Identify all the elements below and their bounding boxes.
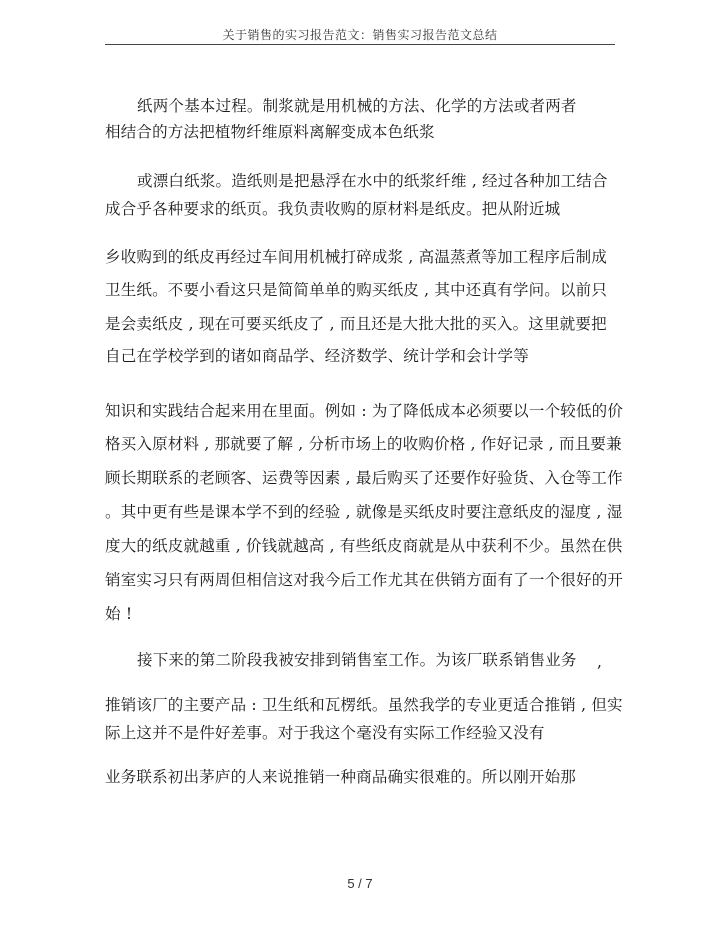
text-line-punctuation: , bbox=[597, 653, 603, 671]
text-line: 成合乎各种要求的纸页。我负责收购的原材料是纸皮。把从附近城 bbox=[105, 200, 561, 218]
text-line: 推销该厂的主要产品 : 卫生纸和瓦楞纸。虽然我学的专业更适合推销 , 但实 bbox=[105, 696, 623, 714]
text-line: 始 ! bbox=[105, 605, 133, 623]
page-header-title: 关于销售的实习报告范文：销售实习报告范文总结 bbox=[222, 28, 498, 42]
text-line: 知识和实践结合起来用在里面。例如 : 为了降低成本必须要以一个较低的价 bbox=[105, 402, 624, 420]
text-line: 自己在学校学到的诸如商品学、经济数学、统计学和会计学等 bbox=[105, 347, 529, 365]
text-line: 是会卖纸皮 , 现在可要买纸皮了 , 而且还是大批大批的买入。这里就要把 bbox=[105, 315, 607, 333]
text-line: 格买入原材料 , 那就要了解 , 分析市场上的收购价格 , 作好记录 , 而且要兼 bbox=[105, 435, 622, 453]
text-line: 或漂白纸浆。造纸则是把悬浮在水中的纸浆纤维 , 经过各种加工结合 bbox=[137, 172, 608, 190]
text-line: 销室实习只有两周但相信这对我今后工作尤其在供销方面有了一个很好的开 bbox=[105, 571, 624, 589]
text-line: 业务联系初出茅庐的人来说推销一种商品确实很难的。所以刚开始那 bbox=[105, 768, 577, 786]
page-number: 5 / 7 bbox=[347, 876, 373, 891]
text-line: 际上这并不是件好差事。对于我这个毫没有实际工作经验又没有 bbox=[105, 724, 545, 742]
text-line: 顾长期联系的老顾客、运费等因素 , 最后购买了还要作好验货、入仓等工作 bbox=[105, 469, 623, 487]
text-line: 度大的纸皮就越重 , 价钱就越高 , 有些纸皮商就是从中获利不少。虽然在供 bbox=[105, 537, 623, 555]
text-line: 乡收购到的纸皮再经过车间用机械打碎成浆 , 高温蒸煮等加工程序后制成 bbox=[105, 248, 608, 266]
text-line: 相结合的方法把植物纤维原料离解变成本色纸浆 bbox=[105, 123, 435, 141]
text-line: 。其中更有些是课本学不到的经验 , 就像是买纸皮时要注意纸皮的湿度 , 湿 bbox=[105, 503, 623, 521]
text-line: 接下来的第二阶段我被安排到销售室工作。为该厂联系销售业务 bbox=[137, 651, 577, 669]
text-line: 卫生纸。不要小看这只是简简单单的购买纸皮 , 其中还真有学问。以前只 bbox=[105, 281, 608, 299]
header-divider bbox=[105, 44, 615, 45]
text-line: 纸两个基本过程。制浆就是用机械的方法、化学的方法或者两者 bbox=[137, 97, 577, 115]
